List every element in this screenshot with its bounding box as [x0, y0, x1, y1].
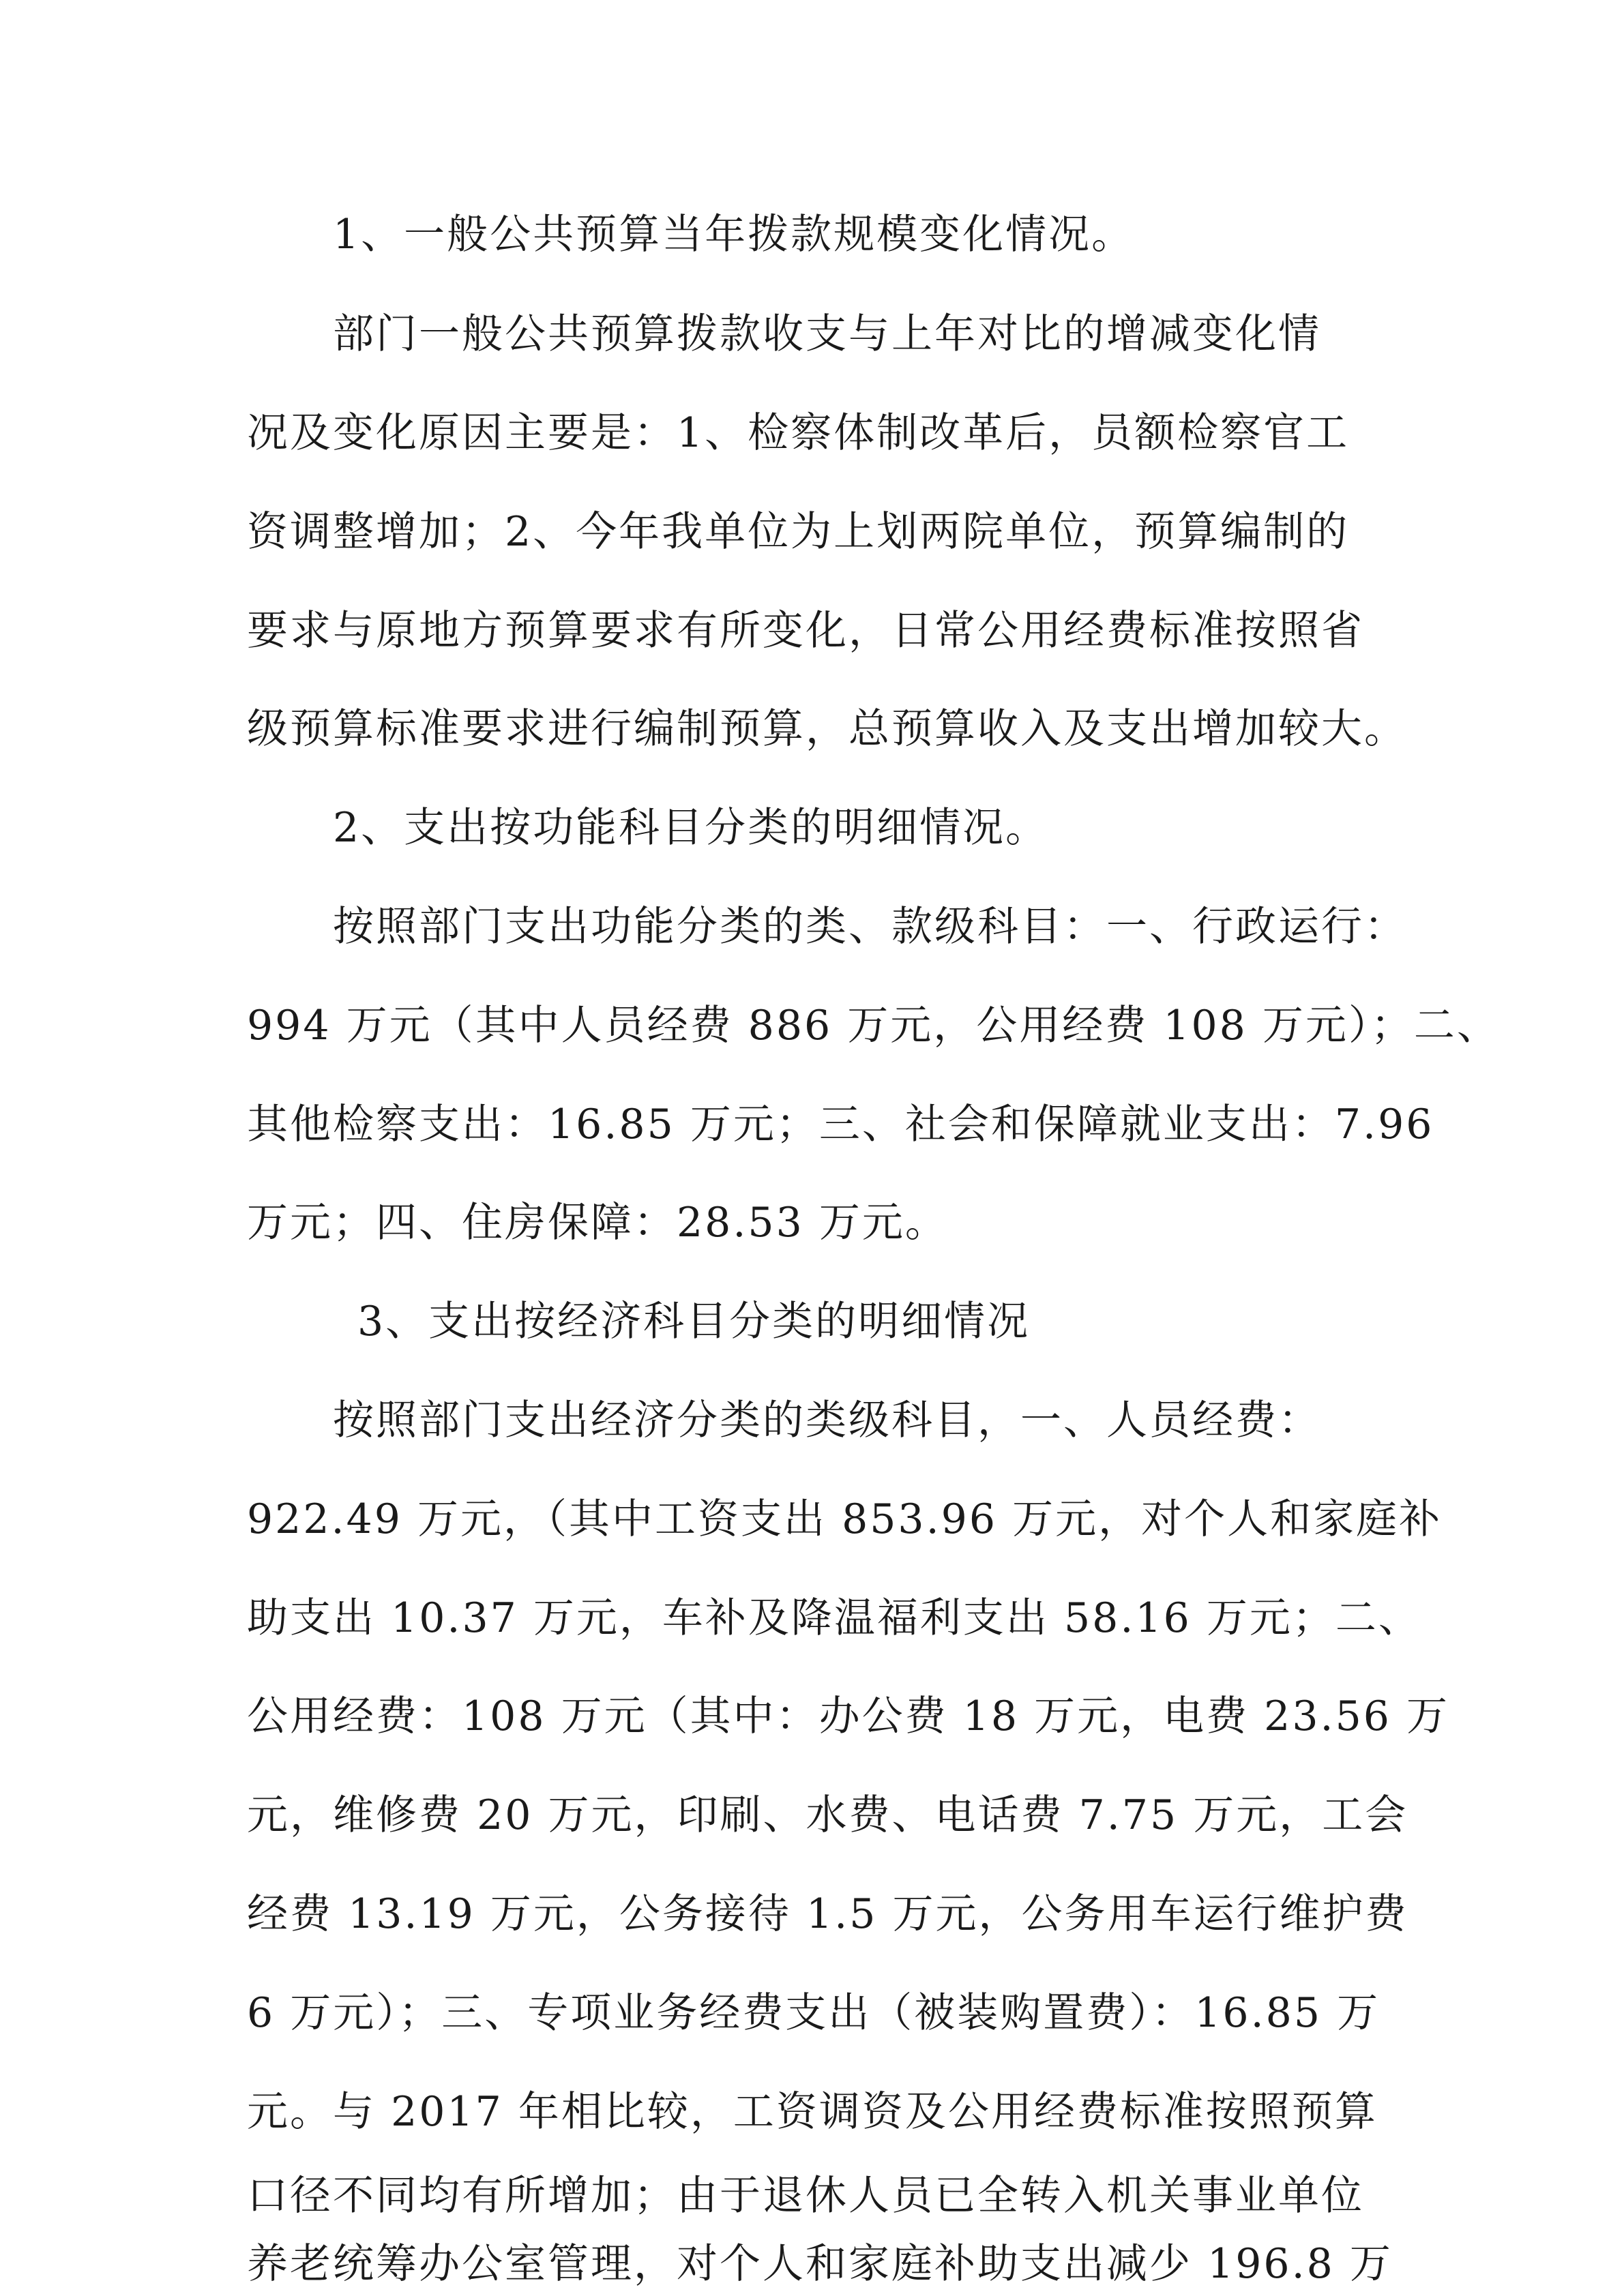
paragraph-line: 经费 13.19 万元，公务接待 1.5 万元，公务用车运行维护费: [247, 1890, 1408, 1938]
paragraph-line: 助支出 10.37 万元，车补及降温福利支出 58.16 万元；二、: [247, 1594, 1421, 1642]
paragraph-line: 按照部门支出功能分类的类、款级科目：一、行政运行：: [333, 903, 1407, 951]
paragraph-line: 922.49 万元，（其中工资支出 853.96 万元，对个人和家庭补: [247, 1495, 1443, 1543]
paragraph-line: 公用经费：108 万元（其中：办公费 18 万元，电费 23.56 万: [247, 1693, 1449, 1740]
section-heading-2: 2、支出按功能科目分类的明细情况。: [333, 804, 1049, 852]
paragraph-line: 6 万元）；三、专项业务经费支出（被装购置费）：16.85 万: [247, 1989, 1381, 2037]
section-heading-1: 1、一般公共预算当年拨款规模变化情况。: [333, 211, 1135, 258]
paragraph-line: 资调整增加；2、今年我单位为上划两院单位，预算编制的: [247, 508, 1350, 556]
paragraph-line: 元，维修费 20 万元，印刷、水费、电话费 7.75 万元，工会: [247, 1791, 1408, 1839]
paragraph-line: 口径不同均有所增加；由于退休人员已全转入机关事业单位: [247, 2172, 1364, 2220]
paragraph-line: 994 万元（其中人员经费 886 万元，公用经费 108 万元）；二、: [247, 1002, 1500, 1049]
section-heading-3: 3、支出按经济科目分类的明细情况: [357, 1298, 1031, 1345]
paragraph-line: 万元；四、住房保障：28.53 万元。: [247, 1199, 948, 1247]
paragraph-line: 元。与 2017 年相比较，工资调资及公用经费标准按照预算: [247, 2088, 1378, 2136]
paragraph-line: 养老统筹办公室管理，对个人和家庭补助支出减少 196.8 万: [247, 2240, 1393, 2288]
paragraph-line: 按照部门支出经济分类的类级科目，一、人员经费：: [333, 1397, 1321, 1444]
paragraph-line: 部门一般公共预算拨款收支与上年对比的增减变化情: [333, 310, 1321, 358]
paragraph-line: 要求与原地方预算要求有所变化，日常公用经费标准按照省: [247, 607, 1364, 655]
paragraph-line: 级预算标准要求进行编制预算，总预算收入及支出增加较大。: [247, 705, 1407, 753]
paragraph-line: 其他检察支出：16.85 万元；三、社会和保障就业支出：7.96: [247, 1101, 1434, 1148]
paragraph-line: 况及变化原因主要是：1、检察体制改革后，员额检察官工: [247, 409, 1350, 457]
